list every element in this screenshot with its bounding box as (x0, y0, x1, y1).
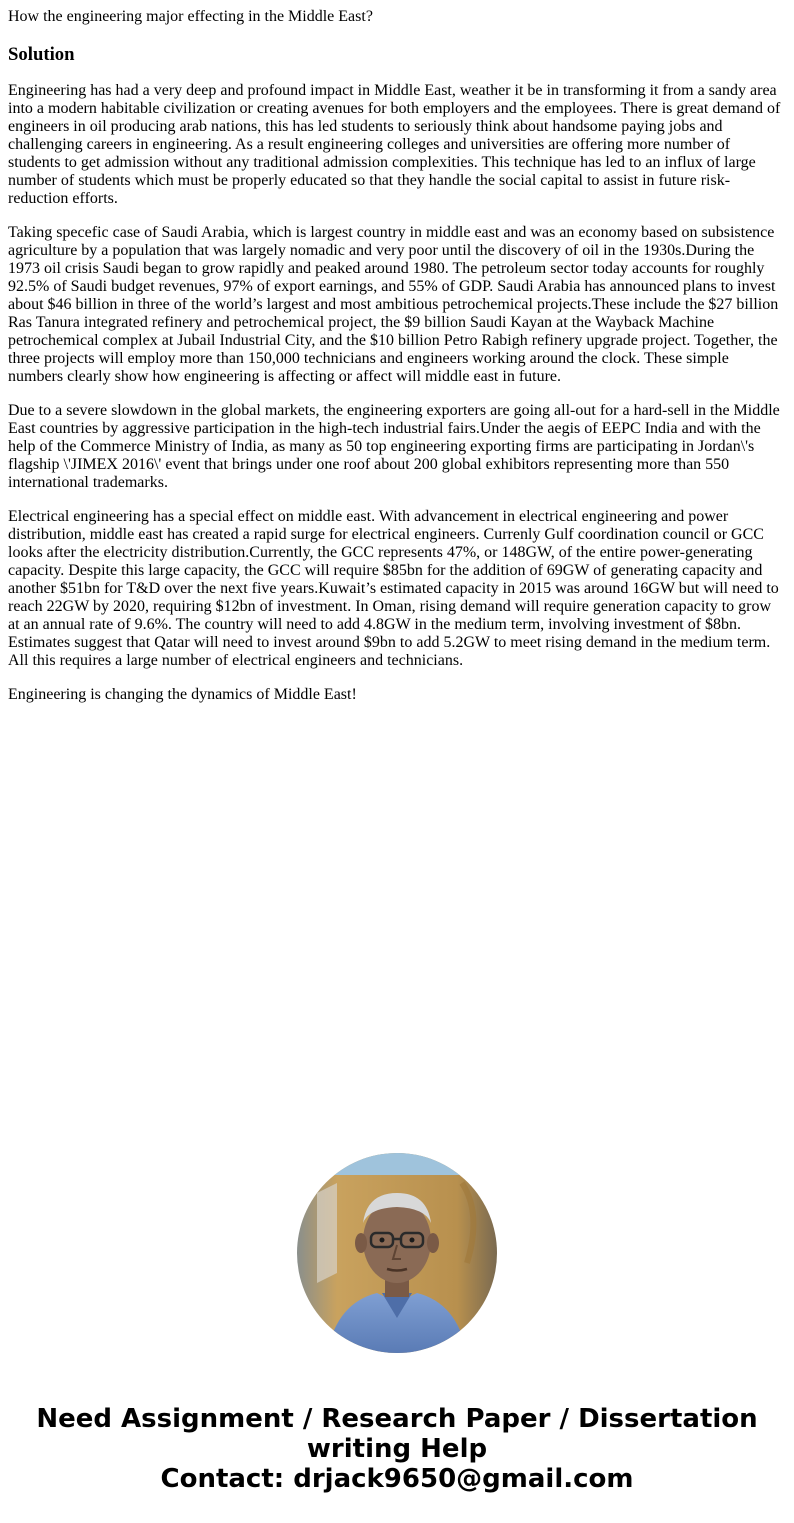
question-text: How the engineering major effecting in the Middle East? (8, 8, 373, 25)
promo-banner (0, 1404, 794, 1494)
paragraph-conclusion: Engineering is changing the dynamics of Middle East! (8, 686, 357, 703)
paragraph-electrical: Electrical engineering has a special effect on middle east. With advancement in electrical engineering and power distribution, middle east has created a rapid surge for electrical engineers. Currenly Gulf coordination council or GCC looks after the electricity distribution.Currently, the GCC represents 47%, or 148GW, of the entire power-generating capacity. Despite this large capacity, the GCC will require $85bn for the addition of 69GW of generating capacity and another $51bn for T&D over the next five years.Kuwait’s estimated capacity in 2015 was around 16GW but will need to reach 22GW by 2020, requiring $12bn of investment. In Oman, rising demand will require generation capacity to grow at an annual rate of 9.6%. The country will need to add 4.8GW in the medium term, involving investment of $8bn. Estimates suggest that Qatar will need to invest around $9bn to add 5.2GW to meet rising demand in the medium term. All this requires a large number of electrical engineers and technicians. (8, 508, 779, 669)
paragraph-exporters: Due to a severe slowdown in the global markets, the engineering exporters are going all-out for a hard-sell in the Middle East countries by aggressive participation in the high-tech industrial fairs.Under the aegis of EEPC India and with the help of the Commerce Ministry of India, as many as 50 top engineering exporting firms are participating in Jordan\'s flagship \'JIMEX 2016\' event that brings under one roof about 200 global exhibitors representing more than 550 international trademarks. (8, 402, 780, 491)
solution-heading: Solution (8, 44, 75, 65)
paragraph-intro: Engineering has had a very deep and profound impact in Middle East, weather it be in transforming it from a sandy area into a modern habitable civilization or creating avenues for both employers and the employees. There is great demand of engineers in oil producing arab nations, this has led students to seriously think about handsome paying jobs and challenging careers in engineering. As a result engineering colleges and universities are offering more number of students to get admission without any traditional admission complexities. This technique has led to an influx of large number of students which must be properly educated so that they handle the social capital to assist in future risk-reduction efforts. (8, 82, 781, 207)
promo-line-1: Need Assignment / Research Paper / Dissertation (36, 1404, 758, 1434)
promo-contact: Contact: drjack9650@gmail.com (160, 1464, 634, 1494)
paragraph-saudi-arabia: Taking specefic case of Saudi Arabia, which is largest country in middle east and was an economy based on subsistence agriculture by a population that was largely nomadic and very poor until the discovery of oil in the 1930s.During the 1973 oil crisis Saudi began to grow rapidly and peaked around 1980. The petroleum sector today accounts for roughly 92.5% of Saudi budget revenues, 97% of export earnings, and 55% of GDP. Saudi Arabia has announced plans to invest about $46 billion in three of the world’s largest and most ambitious petrochemical projects.These include the $27 billion Ras Tanura integrated refinery and petrochemical project, the $9 billion Saudi Kayan at the Wayback Machine petrochemical complex at Jubail Industrial City, and the $10 billion Petro Rabigh refinery upgrade project. Together, the three projects will employ more than 150,000 technicians and engineers working around the clock. These simple numbers clearly show how engineering is affecting or affect will middle east in future. (8, 224, 779, 385)
promo-line-2: writing Help (306, 1434, 488, 1464)
person-photo-icon (297, 1153, 497, 1353)
main-content (8, 8, 783, 720)
author-avatar (297, 1153, 497, 1353)
